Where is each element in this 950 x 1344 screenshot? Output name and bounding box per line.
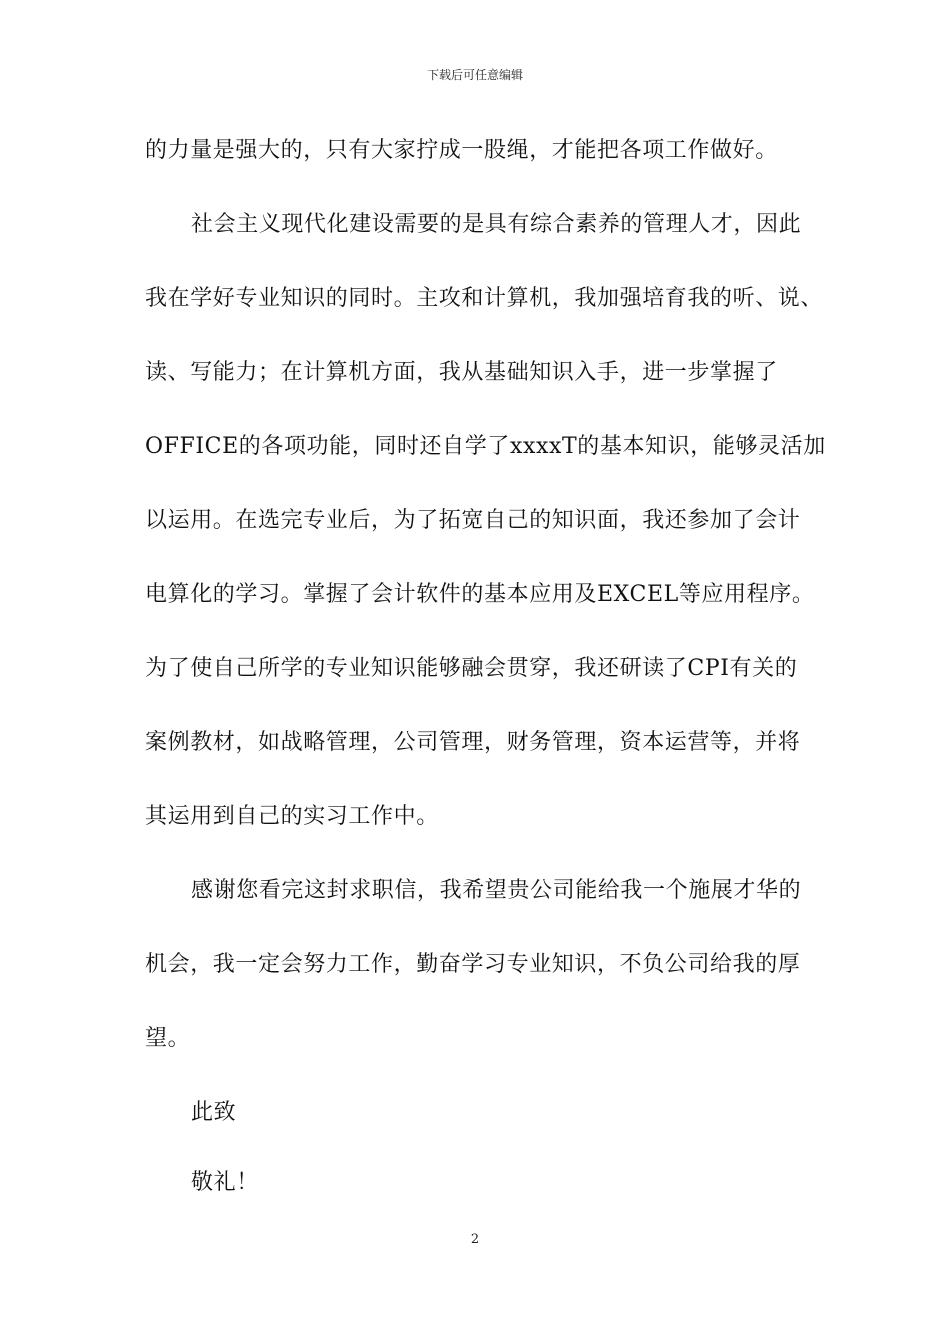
text-line: 案例教材，如战略管理，公司管理，财务管理，资本运营等，并将: [145, 730, 801, 755]
closing-salutation: 此致: [191, 1100, 237, 1125]
text-line: 的力量是强大的，只有大家拧成一股绳，才能把各项工作做好。: [145, 138, 778, 163]
text-line: 电算化的学习。掌握了会计软件的基本应用及EXCEL等应用程序。: [145, 582, 815, 607]
paragraph-start-line: 感谢您看完这封求职信，我希望贵公司能给我一个施展才华的: [191, 878, 802, 903]
text-line: 以运用。在选完专业后，为了拓宽自己的知识面，我还参加了会计: [145, 508, 801, 533]
text-line: 为了使自己所学的专业知识能够融会贯穿，我还研读了CPI有关的: [145, 656, 798, 681]
document-body: [145, 128, 825, 1230]
text-line: 我在学好专业知识的同时。主攻和计算机，我加强培育我的听、说、: [145, 286, 824, 311]
closing-regards: 敬礼！: [191, 1170, 259, 1195]
paragraph-start-line: 社会主义现代化建设需要的是具有综合素养的管理人才，因此: [191, 212, 802, 237]
text-line: 机会，我一定会努力工作，勤奋学习专业知识，不负公司给我的厚: [145, 952, 801, 977]
text-line: 读、写能力；在计算机方面，我从基础知识入手，进一步掌握了: [145, 360, 778, 385]
text-line: OFFICE的各项功能，同时还自学了xxxxT的基本知识，能够灵活加: [145, 434, 826, 459]
text-line: 望。: [145, 1026, 191, 1051]
page-number: 2: [470, 1232, 480, 1247]
page-header: 下载后可任意编辑: [426, 68, 523, 82]
text-line: 其运用到自己的实习工作中。: [145, 804, 439, 829]
